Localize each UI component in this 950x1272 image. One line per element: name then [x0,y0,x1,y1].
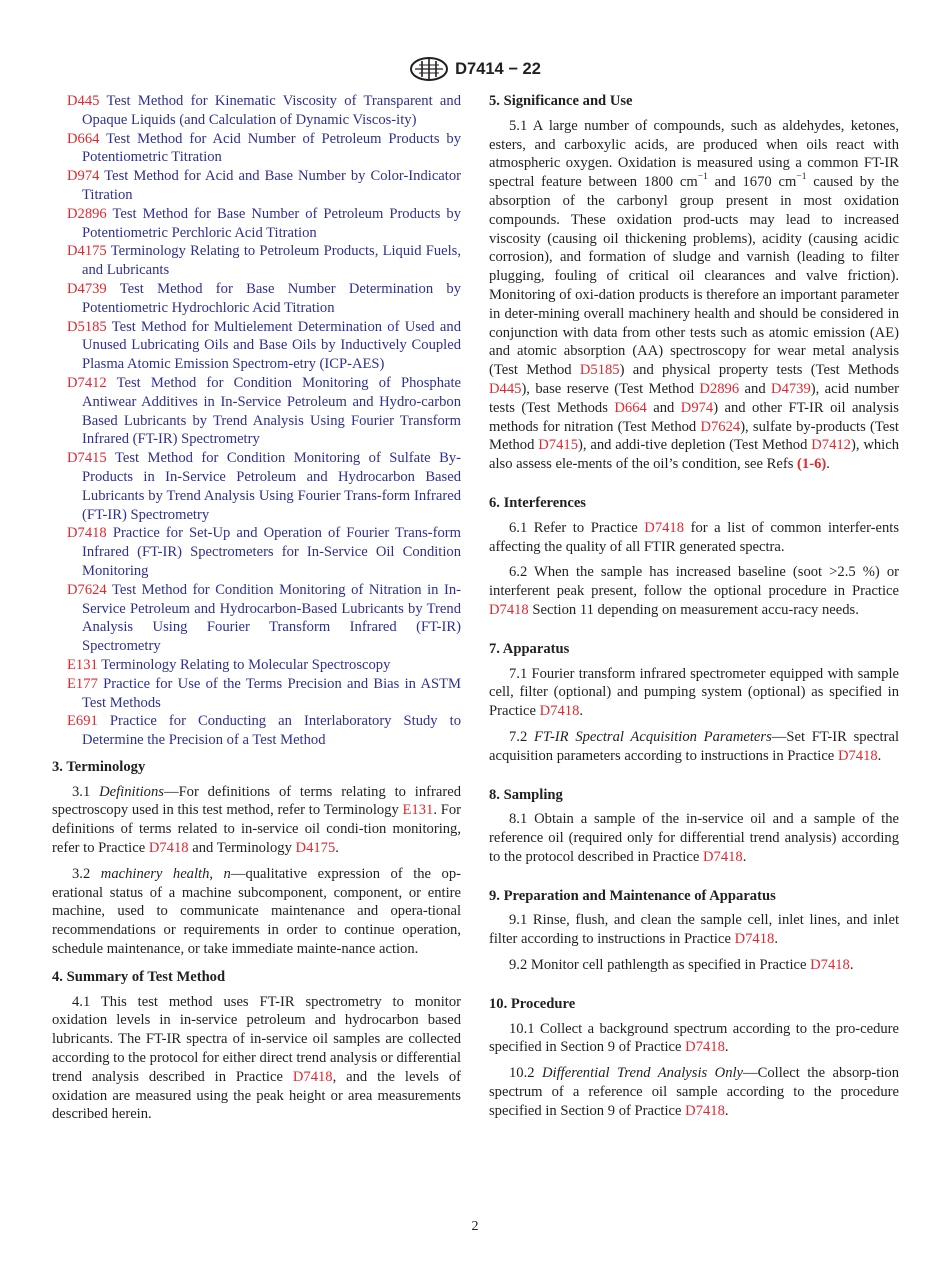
reference-code[interactable]: D974 [67,168,100,185]
text: ), base reserve (Test Method [521,380,694,397]
link-d974[interactable]: D974 [680,399,714,416]
text: and Terminology [192,840,292,857]
link-d7418[interactable]: D7418 [685,1039,725,1056]
reference-code[interactable]: D7412 [67,374,107,391]
text: 6.1 Refer to Practice [509,519,638,536]
link-d7418[interactable]: D7418 [644,519,685,536]
reference-code[interactable]: E691 [67,713,98,730]
reference-title[interactable]: Test Method for Condition Monitoring of Phosphate Antiwear Additives in In-Service Petroleum and Hydro-carbon Based Lubricants by Trend Analysis Using Fourier Transform Infrared (FT-IR) Spectrometry [82,374,461,448]
link-d5185[interactable]: D5185 [579,362,620,379]
reference-title[interactable]: Test Method for Acid and Base Number by Color-Indicator Titration [82,168,461,203]
text: —Collect the absorp-tion spectrum of a reference oil sample according to the procedure specified in Section 9 of Practice [489,1065,899,1119]
link-d7624[interactable]: D7624 [700,418,741,435]
link-d7418[interactable]: D7418 [837,747,878,764]
text: —For definitions of terms relating to infrared spectroscopy used in this test method, refer to Terminology [52,783,461,819]
section-heading: 10. Procedure [489,995,576,1012]
link-d7418[interactable]: D7418 [539,703,580,720]
astm-logo-icon [409,56,449,82]
section-sampling [489,786,899,867]
link-d7418[interactable]: D7418 [148,840,189,857]
reference-code[interactable]: D7418 [67,525,107,542]
text: . [774,931,778,948]
section-heading: 4. Summary of Test Method [52,968,226,985]
reference-title[interactable]: Terminology Relating to Molecular Spectroscopy [101,656,391,673]
link-d4175[interactable]: D4175 [295,840,336,857]
text: ), acid number tests (Test Methods [489,380,899,416]
paragraph [489,665,899,721]
reference-item[interactable] [52,130,461,168]
term: FT-IR Spectral Acquisition Parameters [534,728,772,745]
term: Definitions [99,783,164,800]
reference-item[interactable] [52,205,461,243]
section-heading: 7. Apparatus [489,640,570,657]
link-d7415[interactable]: D7415 [538,437,578,454]
link-d7418[interactable]: D7418 [810,957,850,974]
reference-title[interactable]: Test Method for Base Number Determination by Potentiometric Hydrochloric Acid Titration [82,280,461,316]
reference-item[interactable] [52,318,461,374]
reference-title[interactable]: Test Method for Condition Monitoring of Nitration in In-Service Petroleum and Hydrocarbon-Based Lubricants by Trend Analysis Using Fourier Transform Infrared (FT-IR) Spectrometry [82,581,462,655]
section-terminology [52,758,461,959]
text: . [335,840,339,857]
text: . [826,456,830,473]
paragraph [52,993,461,1125]
reference-code[interactable]: D2896 [67,205,107,222]
paragraph [489,117,899,474]
reference-item[interactable] [52,581,461,656]
paragraph [489,911,899,949]
link-d7418[interactable]: D7418 [292,1068,333,1085]
text: ), which also assess ele-ments of the oil’s condition, see Refs [489,437,899,473]
reference-title[interactable]: Terminology Relating to Petroleum Products, Liquid Fuels, and Lubricants [82,243,462,279]
reference-code[interactable]: D4739 [67,280,107,297]
paragraph [489,728,899,766]
text: —Set FT-IR spectral acquisition parameters according to instructions in Practice [489,728,899,764]
reference-title[interactable]: Test Method for Kinematic Viscosity of Transparent and Opaque Liquids (and Calculation of Dynamic Viscos-ity) [82,93,462,128]
reference-item[interactable] [52,656,461,675]
superscript: −1 [796,172,807,183]
term: machinery health, n [100,865,231,882]
reference-title[interactable]: Test Method for Multielement Determination of Used and Unused Lubricating Oils and Base Oils by Inductively Coupled Plasma Atomic Emission Spectrom-etry (ICP-AES) [82,318,461,373]
link-e131[interactable]: E131 [402,802,434,819]
section-significance [489,92,899,474]
text: . [724,1102,729,1119]
text: ), sulfate by-products (Test Method [489,418,899,454]
link-d4739[interactable]: D4739 [771,380,811,397]
reference-item[interactable] [52,524,461,580]
reference-code[interactable]: D5185 [67,318,107,335]
reference-item[interactable] [52,374,461,449]
paragraph [52,865,461,959]
reference-title[interactable]: Test Method for Base Number of Petroleum Products by Potentiometric Perchloric Acid Titration [82,205,462,241]
link-d7418[interactable]: D7418 [702,848,743,865]
paragraph-number: 10.2 [509,1065,535,1082]
text: . [724,1039,729,1056]
term: Differential Trend Analysis Only [542,1065,744,1082]
paragraph-number: 7.2 [509,728,528,745]
reference-title[interactable]: Practice for Set-Up and Operation of Fourier Trans-form Infrared (FT-IR) Spectrometers for In-Service Oil Condition Monitoring [82,525,461,579]
reference-title[interactable]: Practice for Use of the Terms Precision and Bias in ASTM Test Methods [82,675,461,711]
reference-item[interactable] [52,712,461,750]
paragraph [489,810,899,866]
right-column [489,92,899,1121]
paragraph-number: 3.2 [72,865,91,882]
paragraph [489,519,899,557]
text: . For definitions of terms related to in-service oil condi-tion monitoring, refer to Practice [52,802,461,857]
link-references[interactable]: (1-6) [797,456,827,473]
text: and [653,399,675,416]
reference-code[interactable]: D4175 [67,243,107,260]
reference-code[interactable]: D664 [67,130,100,147]
section-procedure [489,995,899,1121]
paragraph [489,956,899,975]
paragraph [52,783,461,858]
text: for a list of common interfer-ents affecting the quality of all FTIR generated spectra. [489,519,900,555]
reference-item[interactable] [52,167,461,205]
text: —qualitative expression of the op-erational status of a machine subcomponent, component, or entire machine, used to communicate maintenance and opera-tional recommendations or requirements in order to continue operation, schedule maintenance, or take immediate mainte-nance action. [52,865,461,958]
left-column [52,92,461,1124]
text: 8.1 Obtain a sample of the in-service oil and a sample of the reference oil (required only for differential trend analysis) according to the protocol described in Practice [489,811,899,865]
reference-title[interactable]: Test Method for Condition Monitoring of Sulfate By-Products in In-Service Petroleum and Hydrocarbon Based Lubricants by Trend Analysis Using Fourier Trans-form Infrared (FT-IR) Spectrometry [82,450,462,523]
referenced-documents-list [52,92,461,750]
text: . [579,703,584,720]
text: 5.1 A large number of compounds, such as aldehydes, ketones, esters, and carboxylic acids, are produced when oils react with atmospheric oxygen. Oxidation is measured using a common FT-IR spectral feature between 1800 cm [489,117,899,191]
reference-item[interactable] [52,242,461,280]
reference-title[interactable]: Test Method for Acid Number of Petroleum Products by Potentiometric Titration [82,130,461,166]
text: 7.1 Fourier transform infrared spectrometer equipped with sample cell, filter (optional) and pumping system (optional) as specified in Practice [489,665,899,720]
text: 6.2 When the sample has increased baseline (soot >2.5 %) or interferent peak present, follow the optional procedure in Practice [489,564,899,600]
reference-code[interactable]: D445 [67,93,100,109]
text: caused by the absorption of the carbonyl group present in most oxidation compounds. These oxidation prod-ucts may lead to increased viscosity (causing oil thickening problems), acidity (causing acidic corrosion), and formation of sludge and varnish (leading to filter plugging, fouling of critical oil clearances and valve friction). Monitoring of oxi-dation products is therefore an important parameter in deter-mining overall machinery health and should be considered in conjunction with data from other tests such as atomic emission (AE) and atomic absorption (AA) spectroscopy for wear metal analysis (Test Method [489,174,899,379]
reference-item[interactable] [52,280,461,318]
page-number: 2 [471,1219,479,1234]
link-d7418[interactable]: D7418 [489,601,529,618]
text: ), and addi-tive depletion (Test Method [578,437,808,454]
reference-code[interactable]: E177 [67,675,98,692]
reference-code[interactable]: E131 [67,656,98,673]
link-d445[interactable]: D445 [489,380,522,397]
text: 4.1 This test method uses FT-IR spectrometry to monitor oxidation levels in in-service petroleum and hydrocarbon based lubricants. The FT-IR spectra of in-service oil samples are collected according to the protocol for either direct trend analysis or differential trend analysis described in Practice [52,993,462,1085]
text: ) and physical property tests (Test Methods [619,362,900,379]
link-d7412[interactable]: D7412 [811,437,851,454]
paragraph [489,1064,899,1120]
reference-item[interactable] [52,675,461,713]
section-summary [52,968,461,1124]
text: . [877,747,882,764]
section-heading: 9. Preparation and Maintenance of Apparatus [489,887,776,904]
text: and [744,380,766,397]
section-apparatus [489,640,899,766]
link-d7418[interactable]: D7418 [685,1102,725,1119]
text: 9.1 Rinse, flush, and clean the sample cell, inlet lines, and inlet filter according to instructions in Practice [489,912,899,948]
section-heading: 8. Sampling [489,786,563,803]
paragraph-number: 3.1 [72,783,91,800]
reference-title[interactable]: Practice for Conducting an Interlaboratory Study to Determine the Precision of a Test Method [82,713,461,749]
reference-code[interactable]: D7415 [67,450,107,467]
reference-item[interactable] [52,449,461,524]
section-heading: 6. Interferences [489,494,586,511]
text: , and the levels of oxidation are measured using the peak height or area measurements described herein. [52,1068,462,1123]
link-d2896[interactable]: D2896 [699,380,740,397]
section-interferences [489,494,899,620]
text: 10.1 Collect a background spectrum according to the pro-cedure specified in Section 9 of Practice [489,1020,899,1056]
text: 9.2 Monitor cell pathlength as specified in Practice [509,957,807,974]
reference-code[interactable]: D7624 [67,581,107,598]
paragraph [489,563,899,619]
text: . [849,957,854,974]
text: ) and other FT-IR oil analysis methods for nitration (Test Method [489,399,899,435]
text: . [742,848,747,865]
link-d664[interactable]: D664 [614,399,647,416]
paragraph [489,1020,899,1058]
section-heading: 3. Terminology [52,758,146,775]
page-header [0,56,950,82]
section-preparation [489,887,899,975]
text: and 1670 cm [714,174,797,191]
document-designation: D7414 − 22 [455,59,541,78]
superscript: −1 [697,172,708,183]
link-d7418[interactable]: D7418 [734,931,775,948]
section-heading: 5. Significance and Use [489,93,633,109]
text: Section 11 depending on measurement accu-racy needs. [532,601,859,618]
reference-item[interactable] [52,92,461,130]
